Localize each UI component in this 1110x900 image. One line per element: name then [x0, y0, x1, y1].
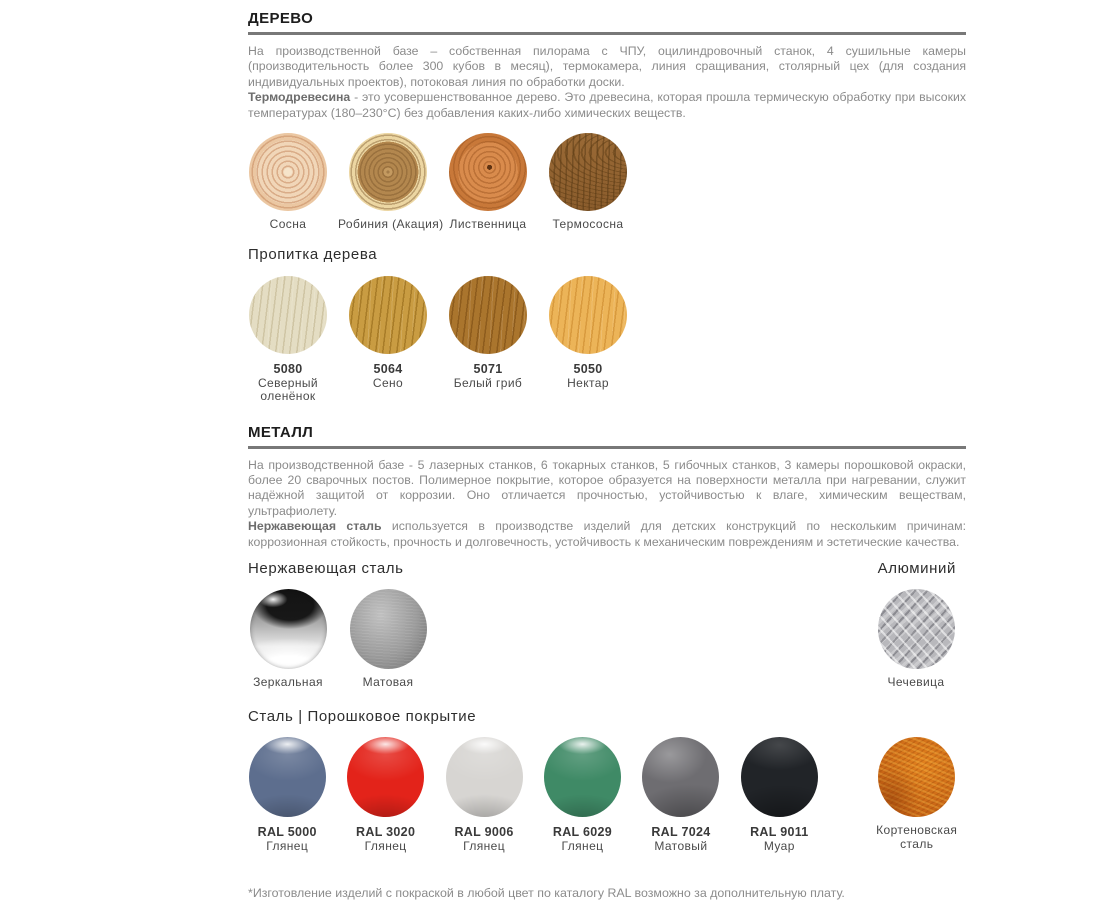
pine-swatch	[249, 133, 327, 211]
stainless-text: используется в производстве изделий для детских конструкций по нескольким причинам: коррозионная стойкость, прочность и долговечность, устойчивость к механическим повреждениям и эстетические качества.	[248, 519, 967, 549]
checker-aluminum-label: Чечевица	[887, 674, 945, 689]
ral9011-finish: Муар	[763, 839, 795, 854]
ral7024-swatch	[642, 737, 719, 817]
aluminum-title: Алюминий	[877, 559, 956, 577]
larch-label: Лиственница	[449, 217, 527, 232]
ral9006-code: RAL 9006	[454, 825, 514, 840]
ral9006-swatch	[446, 737, 523, 817]
swatch-cell-pine	[238, 133, 338, 232]
swatch-cell-thermopine	[538, 133, 638, 232]
ral7024-code: RAL 7024	[651, 825, 711, 840]
impregnation-5050-name: Нектар	[567, 375, 609, 390]
ral3020-code: RAL 3020	[356, 825, 416, 840]
powder-row	[238, 737, 966, 854]
swatch-cell-ral3020	[336, 737, 434, 854]
thermopine-label: Термососна	[552, 217, 624, 232]
satin-steel-swatch	[350, 589, 427, 669]
impregnation-5050-swatch	[549, 276, 627, 354]
ral5000-finish: Глянец	[266, 839, 309, 854]
impregnation-5071-name: Белый гриб	[453, 375, 523, 390]
aluminum-block	[866, 560, 966, 690]
ral3020-finish: Глянец	[364, 839, 407, 854]
impregnation-5064-swatch	[349, 276, 427, 354]
satin-steel-label: Матовая	[362, 674, 414, 689]
wood-divider	[248, 32, 966, 35]
swatch-cell-ral9006	[435, 737, 533, 854]
stainless-title: Нержавеющая сталь	[248, 559, 404, 577]
swatch-cell-5050	[538, 276, 638, 404]
swatch-cell-satin	[338, 589, 438, 690]
impregnation-5071-swatch	[449, 276, 527, 354]
impregnation-5064-code: 5064	[373, 361, 403, 376]
impregnation-5071-code: 5071	[473, 361, 503, 376]
swatch-cell-5080	[238, 276, 338, 404]
powder-title: Сталь | Порошковое покрытие	[248, 708, 477, 726]
swatch-cell-corten	[868, 737, 966, 854]
impregnation-5080-swatch	[249, 276, 327, 354]
ral6029-swatch	[544, 737, 621, 817]
swatch-cell-robinia	[338, 133, 444, 232]
swatch-cell-ral5000	[238, 737, 336, 854]
stainless-aluminum-row	[248, 560, 966, 690]
robinia-swatch	[349, 133, 427, 211]
corten-steel-swatch	[878, 737, 955, 817]
mirror-steel-label: Зеркальная	[253, 674, 323, 689]
impregnation-5080-name: Северный оленёнок	[257, 375, 319, 404]
swatch-cell-ral6029	[533, 737, 631, 854]
swatch-cell-5071	[438, 276, 538, 404]
thermo-text: - это усовершенствованное дерево. Это древесина, которая прошла термическую обработку при высоких температурах (180–230°С) без добавления каких-либо химических веществ.	[248, 90, 966, 120]
thermo-lead: Термодревесина	[248, 90, 351, 105]
ral-footnote: *Изготовление изделий с покраской в любой цвет по каталогу RAL возможно за дополнительную плату.	[248, 885, 845, 900]
ral9006-finish: Глянец	[463, 839, 505, 854]
stainless-lead: Нержавеющая сталь	[248, 519, 382, 534]
metal-section-title: МЕТАЛЛ	[248, 423, 314, 441]
metal-divider	[248, 446, 966, 449]
impregnation-row	[238, 276, 966, 404]
wood-intro-paragraph: На производственной базе – собственная пилорама с ЧПУ, оцилиндровочный станок, 4 сушильные камеры (производительность более 300 кубов в месяц), термокамера, линия сращивания, столярный цех (для создания индивидуальных проектов), потоковая линия по обработки доски.	[248, 44, 966, 89]
mirror-steel-swatch	[250, 589, 327, 669]
swatch-cell-checker	[866, 589, 966, 690]
aluminum-swatch-row	[866, 589, 966, 690]
metal-stainless-paragraph	[248, 519, 966, 550]
robinia-label: Робиния (Акация)	[338, 217, 444, 232]
stainless-block	[248, 560, 438, 690]
wood-species-row	[238, 133, 966, 232]
ral5000-code: RAL 5000	[257, 825, 317, 840]
ral9011-swatch	[741, 737, 818, 817]
catalog-page	[0, 10, 1110, 900]
swatch-cell-mirror	[238, 589, 338, 690]
wood-thermo-paragraph	[248, 90, 966, 121]
checker-aluminum-swatch	[878, 589, 955, 669]
impregnation-title: Пропитка дерева	[248, 245, 378, 263]
impregnation-5050-code: 5050	[573, 361, 603, 376]
corten-steel-label: Кортеновская сталь	[876, 823, 958, 851]
wood-section-title: ДЕРЕВО	[248, 10, 314, 27]
swatch-cell-ral9011	[730, 737, 828, 854]
larch-swatch	[449, 133, 527, 211]
stainless-swatch-row	[238, 589, 438, 690]
thermopine-swatch	[549, 133, 627, 211]
ral7024-finish: Матовый	[654, 839, 708, 854]
pine-label: Сосна	[269, 217, 307, 232]
ral6029-code: RAL 6029	[552, 825, 613, 840]
ral9011-code: RAL 9011	[750, 825, 809, 840]
swatch-cell-5064	[338, 276, 438, 404]
ral3020-swatch	[347, 737, 424, 817]
impregnation-5080-code: 5080	[273, 361, 303, 376]
ral5000-swatch	[249, 737, 326, 817]
swatch-cell-ral7024	[632, 737, 730, 854]
ral6029-finish: Глянец	[561, 839, 604, 854]
impregnation-5064-name: Сено	[372, 375, 404, 390]
swatch-cell-larch	[438, 133, 538, 232]
metal-intro-paragraph: На производственной базе - 5 лазерных станков, 6 токарных станков, 5 гибочных станков, 3 камеры порошковой окраски, более 20 сварочных постов. Полимерное покрытие, которое образуется на поверхности металла при нагревании, служит надёжной защитой от коррозии. Оно отличается прочностью, устойчивостью к влаге, химическим веществам, ультрафиолету.	[248, 457, 966, 518]
